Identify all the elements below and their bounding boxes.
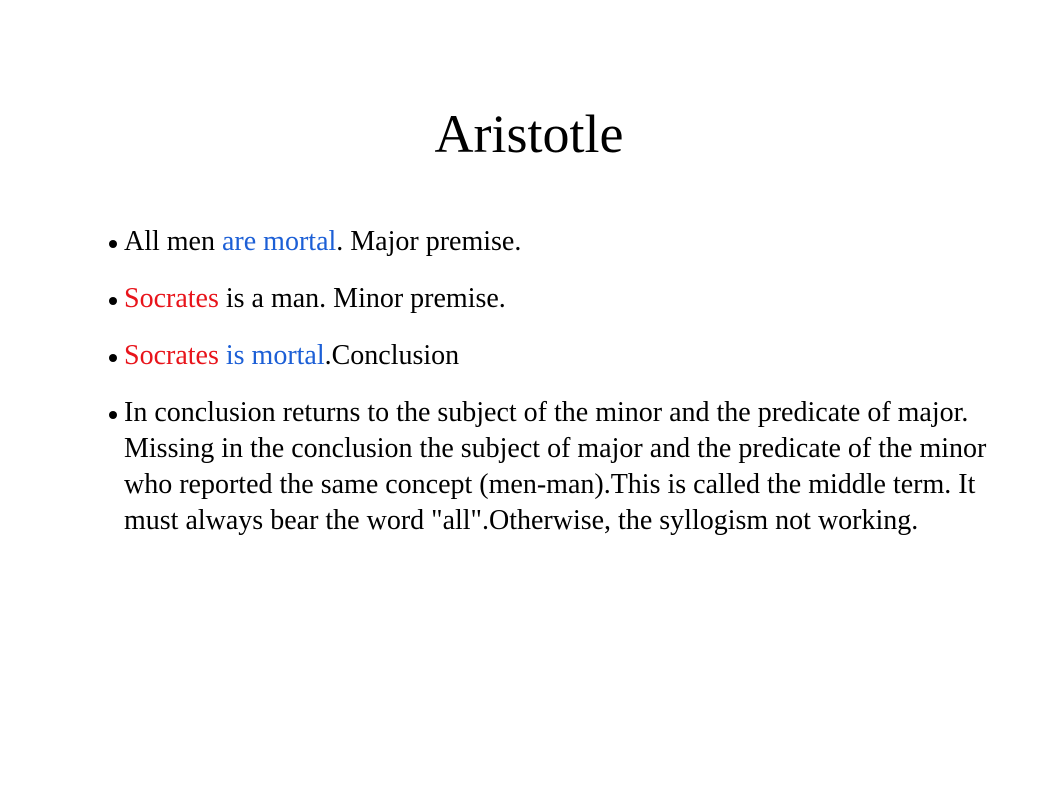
highlight-red-text: Socrates — [124, 340, 219, 371]
paragraph-text: In conclusion returns to the subject of the minor and the predicate of major. Missing in the conclusion the subject of major and the predicate of the minor who reported the same concept (men-man).This is called the middle term. It must always bear the word "all".Otherwise, the syllogism not working. — [124, 397, 987, 536]
highlight-blue-text: is mortal — [218, 340, 325, 371]
bullet-item-conclusion — [112, 338, 992, 374]
bullet-dot-icon — [109, 354, 117, 362]
slide-title: Aristotle — [434, 104, 624, 164]
text-segment: All men — [124, 226, 222, 257]
bullet-dot-icon — [109, 411, 117, 419]
highlight-red-text: Socrates — [124, 283, 219, 314]
bullet-dot-icon — [109, 297, 117, 305]
bullet-item-middle-term — [112, 395, 992, 539]
bullet-item-major-premise — [112, 224, 992, 260]
text-segment: .Conclusion — [324, 340, 460, 371]
bullet-dot-icon — [109, 240, 117, 248]
bullet-list — [112, 224, 992, 560]
bullet-item-minor-premise — [112, 281, 992, 317]
text-segment: is a man. Minor premise. — [218, 283, 506, 314]
text-segment: . Major premise. — [336, 226, 522, 257]
highlight-blue-text: are mortal — [222, 226, 337, 257]
